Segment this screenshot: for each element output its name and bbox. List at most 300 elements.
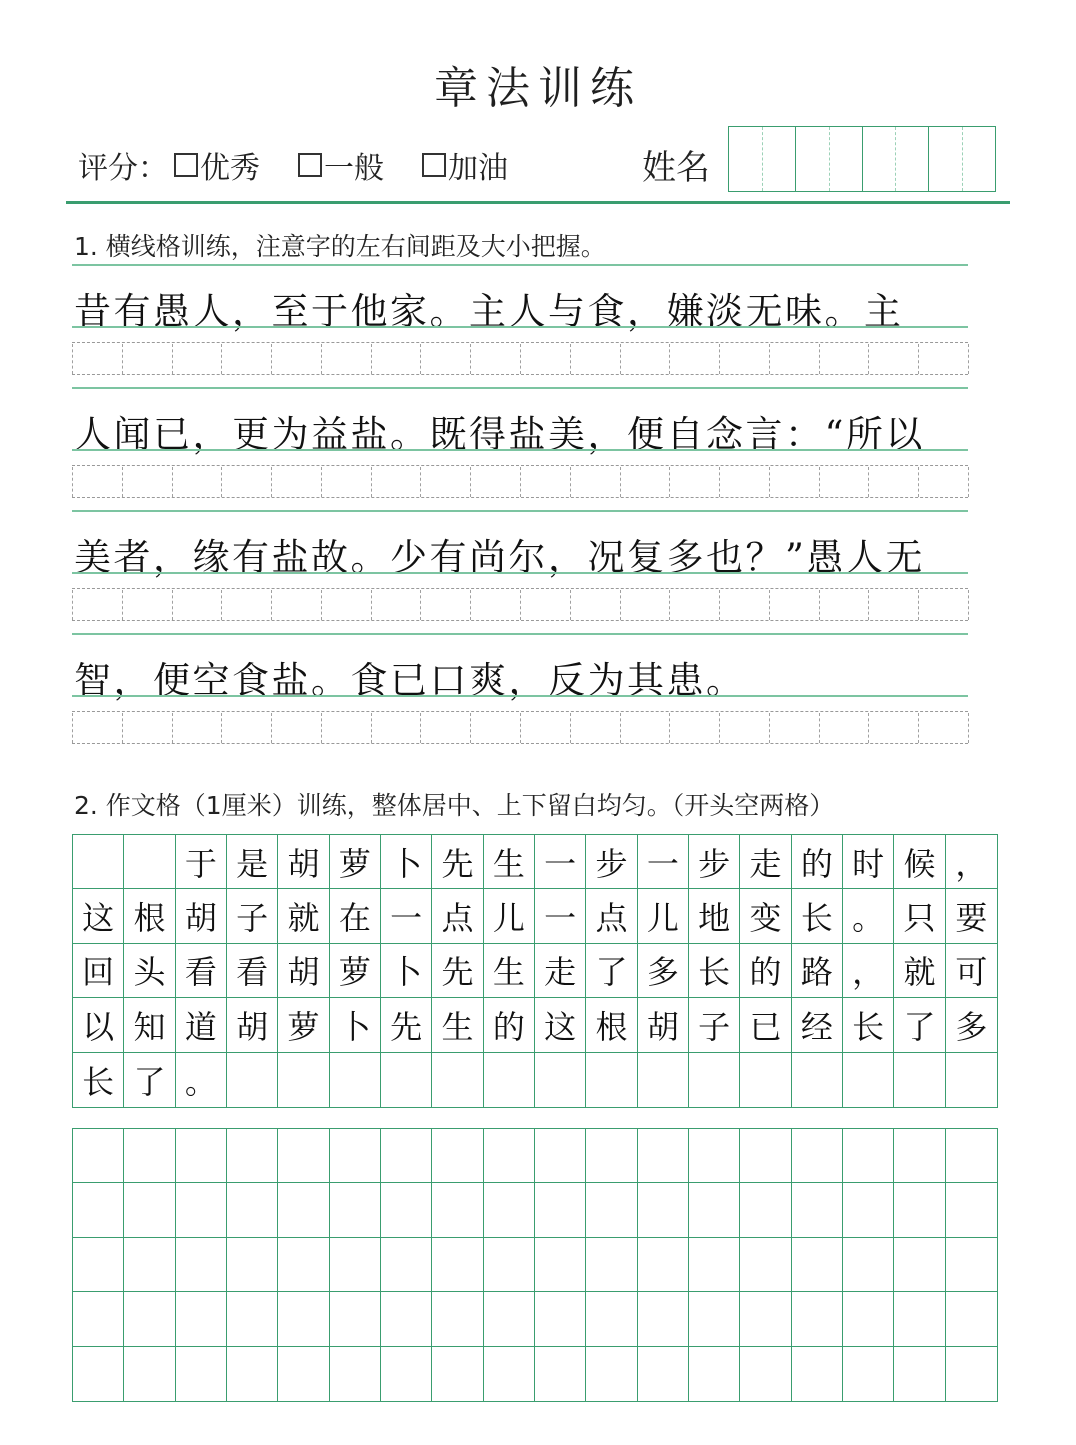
blank-grid-cell[interactable] bbox=[740, 1129, 791, 1183]
blank-grid-cell[interactable] bbox=[432, 1183, 483, 1237]
practice-tick bbox=[669, 713, 670, 743]
rating-option-average[interactable] bbox=[298, 143, 384, 187]
grid-cell bbox=[535, 1053, 586, 1107]
practice-tick bbox=[620, 344, 621, 374]
handwriting-line: 智，便空食盐。食已口爽，反为其患。 bbox=[74, 659, 746, 702]
practice-tick bbox=[570, 344, 571, 374]
blank-grid-cell[interactable] bbox=[176, 1238, 227, 1292]
blank-grid-cell[interactable] bbox=[381, 1292, 432, 1346]
grid-cell: 走 bbox=[535, 944, 586, 998]
blank-grid-cell[interactable] bbox=[484, 1183, 535, 1237]
practice-blank-row[interactable] bbox=[72, 344, 968, 374]
grid-cell: 胡 bbox=[278, 835, 329, 889]
practice-tick bbox=[620, 590, 621, 620]
practice-tick bbox=[271, 713, 272, 743]
practice-tick bbox=[719, 713, 720, 743]
grid-cell: 生 bbox=[432, 998, 483, 1052]
grid-cell: 了 bbox=[586, 944, 637, 998]
grid-cell: 在 bbox=[330, 889, 381, 943]
grid-cell: 卜 bbox=[381, 835, 432, 889]
name-cell[interactable] bbox=[863, 127, 930, 191]
practice-tick bbox=[570, 590, 571, 620]
blank-grid-cell[interactable] bbox=[638, 1347, 689, 1401]
writing-line-bottom bbox=[72, 572, 968, 574]
practice-tick bbox=[122, 344, 123, 374]
practice-line-top bbox=[72, 588, 968, 589]
name-cell[interactable] bbox=[729, 127, 796, 191]
grid-cell: 先 bbox=[381, 998, 432, 1052]
practice-tick bbox=[819, 344, 820, 374]
grid-cell bbox=[330, 1053, 381, 1107]
practice-tick bbox=[669, 344, 670, 374]
practice-tick bbox=[968, 344, 969, 374]
blank-grid-cell[interactable] bbox=[843, 1238, 894, 1292]
grid-cell: 。 bbox=[843, 889, 894, 943]
practice-tick bbox=[420, 590, 421, 620]
header-divider bbox=[66, 201, 1010, 204]
practice-tick bbox=[72, 713, 73, 743]
blank-grid-cell[interactable] bbox=[124, 1347, 175, 1401]
grid-cell: 的 bbox=[792, 835, 843, 889]
practice-tick bbox=[321, 467, 322, 497]
grid-cell: 经 bbox=[792, 998, 843, 1052]
blank-grid-cell[interactable] bbox=[894, 1347, 945, 1401]
grid-cell: 步 bbox=[586, 835, 637, 889]
practice-tick bbox=[769, 344, 770, 374]
grid-cell bbox=[484, 1053, 535, 1107]
writing-line-top bbox=[72, 387, 968, 389]
blank-grid-cell[interactable] bbox=[330, 1347, 381, 1401]
grid-cell bbox=[689, 1053, 740, 1107]
practice-tick bbox=[819, 467, 820, 497]
practice-line-top bbox=[72, 465, 968, 466]
practice-tick bbox=[271, 590, 272, 620]
practice-tick bbox=[122, 713, 123, 743]
practice-tick bbox=[371, 467, 372, 497]
grid-cell bbox=[278, 1053, 329, 1107]
blank-grid-cell[interactable] bbox=[535, 1238, 586, 1292]
grid-cell: 可 bbox=[946, 944, 997, 998]
grid-cell: 候 bbox=[894, 835, 945, 889]
practice-tick bbox=[321, 590, 322, 620]
blank-grid-cell[interactable] bbox=[73, 1292, 124, 1346]
grid-cell: 儿 bbox=[484, 889, 535, 943]
blank-grid-cell[interactable] bbox=[586, 1238, 637, 1292]
blank-grid-cell[interactable] bbox=[278, 1183, 329, 1237]
practice-tick bbox=[868, 467, 869, 497]
blank-grid-cell[interactable] bbox=[484, 1347, 535, 1401]
grid-cell: 一 bbox=[535, 835, 586, 889]
blank-grid-cell[interactable] bbox=[946, 1238, 997, 1292]
blank-grid-cell[interactable] bbox=[330, 1183, 381, 1237]
blank-grid-cell[interactable] bbox=[689, 1292, 740, 1346]
grid-cell: 于 bbox=[176, 835, 227, 889]
practice-line-bottom bbox=[72, 374, 968, 375]
grid-cell: 就 bbox=[278, 889, 329, 943]
practice-tick bbox=[122, 590, 123, 620]
practice-tick bbox=[520, 467, 521, 497]
grid-cell bbox=[792, 1053, 843, 1107]
practice-tick bbox=[620, 713, 621, 743]
practice-tick bbox=[221, 467, 222, 497]
blank-grid-cell[interactable] bbox=[278, 1292, 329, 1346]
blank-grid-cell[interactable] bbox=[176, 1292, 227, 1346]
practice-tick bbox=[918, 344, 919, 374]
blank-grid-cell[interactable] bbox=[73, 1238, 124, 1292]
blank-grid-cell[interactable] bbox=[227, 1129, 278, 1183]
practice-tick bbox=[769, 467, 770, 497]
practice-line-bottom bbox=[72, 743, 968, 744]
practice-tick bbox=[570, 713, 571, 743]
practice-tick bbox=[868, 590, 869, 620]
page-title: 章法训练 bbox=[434, 63, 642, 114]
blank-grid-cell[interactable] bbox=[843, 1129, 894, 1183]
blank-grid-cell[interactable] bbox=[638, 1183, 689, 1237]
grid-cell: 看 bbox=[176, 944, 227, 998]
blank-grid-cell[interactable] bbox=[535, 1183, 586, 1237]
rating-option-label: 优秀 bbox=[200, 151, 260, 186]
blank-grid-cell[interactable] bbox=[638, 1238, 689, 1292]
practice-tick bbox=[72, 467, 73, 497]
grid-cell: 萝 bbox=[330, 835, 381, 889]
blank-grid-cell[interactable] bbox=[792, 1347, 843, 1401]
grid-cell: 根 bbox=[586, 998, 637, 1052]
blank-grid-cell[interactable] bbox=[227, 1347, 278, 1401]
practice-line-bottom bbox=[72, 620, 968, 621]
blank-grid-cell[interactable] bbox=[689, 1129, 740, 1183]
blank-grid-cell[interactable] bbox=[484, 1238, 535, 1292]
blank-grid-cell[interactable] bbox=[432, 1347, 483, 1401]
practice-tick bbox=[819, 590, 820, 620]
practice-tick bbox=[371, 590, 372, 620]
practice-tick bbox=[221, 713, 222, 743]
blank-grid-cell[interactable] bbox=[432, 1292, 483, 1346]
grid-cell: 先 bbox=[432, 835, 483, 889]
blank-grid-cell[interactable] bbox=[689, 1183, 740, 1237]
blank-grid-cell[interactable] bbox=[740, 1238, 791, 1292]
blank-grid-cell[interactable] bbox=[638, 1129, 689, 1183]
blank-grid-cell[interactable] bbox=[946, 1183, 997, 1237]
grid-cell: 回 bbox=[73, 944, 124, 998]
grid-cell: 多 bbox=[638, 944, 689, 998]
grid-cell: 这 bbox=[535, 998, 586, 1052]
practice-tick bbox=[819, 713, 820, 743]
blank-grid-cell[interactable] bbox=[946, 1347, 997, 1401]
blank-grid-cell[interactable] bbox=[278, 1129, 329, 1183]
grid-cell: 只 bbox=[894, 889, 945, 943]
name-label: 姓名 bbox=[642, 148, 710, 188]
practice-tick bbox=[868, 713, 869, 743]
writing-line-top bbox=[72, 633, 968, 635]
practice-tick bbox=[918, 590, 919, 620]
practice-tick bbox=[172, 344, 173, 374]
writing-line-bottom bbox=[72, 449, 968, 451]
blank-grid-cell[interactable] bbox=[740, 1292, 791, 1346]
practice-blank-row[interactable] bbox=[72, 467, 968, 497]
practice-tick bbox=[371, 713, 372, 743]
blank-grid-cell[interactable] bbox=[227, 1292, 278, 1346]
grid-cell: 子 bbox=[227, 889, 278, 943]
grid-cell: 已 bbox=[740, 998, 791, 1052]
practice-tick bbox=[420, 467, 421, 497]
blank-grid-cell[interactable] bbox=[792, 1183, 843, 1237]
practice-tick bbox=[719, 344, 720, 374]
grid-cell: 地 bbox=[689, 889, 740, 943]
grid-cell: 头 bbox=[124, 944, 175, 998]
grid-cell: 变 bbox=[740, 889, 791, 943]
section2-heading: 2. 作文格（1厘米）训练，整体居中、上下留白均匀。（开头空两格） bbox=[74, 791, 835, 820]
blank-grid-cell[interactable] bbox=[278, 1347, 329, 1401]
composition-grid-blank[interactable] bbox=[72, 1128, 998, 1402]
grid-cell bbox=[740, 1053, 791, 1107]
blank-grid-cell[interactable] bbox=[124, 1129, 175, 1183]
blank-grid-cell[interactable] bbox=[894, 1183, 945, 1237]
blank-grid-cell[interactable] bbox=[124, 1183, 175, 1237]
grid-cell bbox=[946, 1053, 997, 1107]
handwriting-line: 昔有愚人，至于他家。主人与食，嫌淡无味。主 bbox=[74, 290, 904, 333]
practice-tick bbox=[968, 467, 969, 497]
grid-cell: 一 bbox=[638, 835, 689, 889]
practice-tick bbox=[968, 590, 969, 620]
practice-tick bbox=[221, 590, 222, 620]
practice-tick bbox=[520, 713, 521, 743]
grid-cell bbox=[843, 1053, 894, 1107]
blank-grid-cell[interactable] bbox=[586, 1347, 637, 1401]
grid-cell: 一 bbox=[381, 889, 432, 943]
grid-cell: 长 bbox=[792, 889, 843, 943]
blank-grid-cell[interactable] bbox=[586, 1129, 637, 1183]
practice-tick bbox=[719, 467, 720, 497]
grid-cell: 的 bbox=[484, 998, 535, 1052]
grid-cell: 步 bbox=[689, 835, 740, 889]
blank-grid-cell[interactable] bbox=[124, 1292, 175, 1346]
grid-cell: 路 bbox=[792, 944, 843, 998]
blank-grid-cell[interactable] bbox=[330, 1238, 381, 1292]
blank-grid-cell[interactable] bbox=[381, 1183, 432, 1237]
grid-cell: ， bbox=[946, 835, 997, 889]
practice-tick bbox=[470, 467, 471, 497]
blank-grid-cell[interactable] bbox=[689, 1347, 740, 1401]
blank-grid-cell[interactable] bbox=[535, 1129, 586, 1183]
blank-grid-cell[interactable] bbox=[381, 1347, 432, 1401]
grid-cell: 长 bbox=[689, 944, 740, 998]
writing-line-top bbox=[72, 510, 968, 512]
practice-tick bbox=[470, 344, 471, 374]
practice-tick bbox=[172, 590, 173, 620]
practice-tick bbox=[72, 344, 73, 374]
practice-tick bbox=[769, 590, 770, 620]
grid-cell bbox=[124, 835, 175, 889]
grid-cell: 多 bbox=[946, 998, 997, 1052]
grid-cell: 要 bbox=[946, 889, 997, 943]
practice-tick bbox=[620, 467, 621, 497]
practice-blank-row[interactable] bbox=[72, 590, 968, 620]
blank-grid-cell[interactable] bbox=[381, 1129, 432, 1183]
grid-cell: 道 bbox=[176, 998, 227, 1052]
grid-cell: 萝 bbox=[330, 944, 381, 998]
blank-grid-cell[interactable] bbox=[843, 1347, 894, 1401]
practice-tick bbox=[918, 467, 919, 497]
blank-grid-cell[interactable] bbox=[73, 1347, 124, 1401]
checkbox-average[interactable] bbox=[298, 153, 322, 177]
checkbox-keep-going[interactable] bbox=[422, 153, 446, 177]
blank-grid-cell[interactable] bbox=[946, 1292, 997, 1346]
grid-cell bbox=[227, 1053, 278, 1107]
practice-tick bbox=[321, 344, 322, 374]
blank-grid-cell[interactable] bbox=[843, 1183, 894, 1237]
blank-grid-cell[interactable] bbox=[330, 1292, 381, 1346]
rating-row bbox=[78, 140, 546, 190]
blank-grid-cell[interactable] bbox=[740, 1183, 791, 1237]
practice-tick bbox=[321, 713, 322, 743]
blank-grid-cell[interactable] bbox=[638, 1292, 689, 1346]
grid-cell: 长 bbox=[73, 1053, 124, 1107]
blank-grid-cell[interactable] bbox=[176, 1129, 227, 1183]
grid-cell: 一 bbox=[535, 889, 586, 943]
name-input-grid[interactable] bbox=[728, 126, 996, 192]
grid-cell: 了 bbox=[894, 998, 945, 1052]
blank-grid-cell[interactable] bbox=[689, 1238, 740, 1292]
grid-cell bbox=[432, 1053, 483, 1107]
practice-tick bbox=[221, 344, 222, 374]
blank-grid-cell[interactable] bbox=[792, 1292, 843, 1346]
grid-cell: 萝 bbox=[278, 998, 329, 1052]
blank-grid-cell[interactable] bbox=[432, 1129, 483, 1183]
grid-cell: 点 bbox=[586, 889, 637, 943]
handwriting-line: 美者，缘有盐故。少有尚尔，况复多也？”愚人无 bbox=[74, 536, 925, 579]
grid-cell: 走 bbox=[740, 835, 791, 889]
blank-grid-cell[interactable] bbox=[894, 1292, 945, 1346]
practice-tick bbox=[769, 713, 770, 743]
blank-grid-cell[interactable] bbox=[740, 1347, 791, 1401]
blank-grid-cell[interactable] bbox=[227, 1183, 278, 1237]
practice-tick bbox=[420, 344, 421, 374]
rating-option-keep-going[interactable] bbox=[422, 143, 508, 187]
grid-cell: 是 bbox=[227, 835, 278, 889]
checkbox-excellent[interactable] bbox=[174, 153, 198, 177]
grid-cell: 以 bbox=[73, 998, 124, 1052]
grid-cell: 点 bbox=[432, 889, 483, 943]
grid-cell: 生 bbox=[484, 944, 535, 998]
grid-cell bbox=[586, 1053, 637, 1107]
grid-cell: 根 bbox=[124, 889, 175, 943]
blank-grid-cell[interactable] bbox=[484, 1129, 535, 1183]
grid-cell: 胡 bbox=[227, 998, 278, 1052]
grid-cell bbox=[894, 1053, 945, 1107]
practice-tick bbox=[420, 713, 421, 743]
practice-tick bbox=[122, 467, 123, 497]
grid-cell: 卜 bbox=[330, 998, 381, 1052]
grid-cell: 。 bbox=[176, 1053, 227, 1107]
grid-cell: 长 bbox=[843, 998, 894, 1052]
blank-grid-cell[interactable] bbox=[535, 1292, 586, 1346]
blank-grid-cell[interactable] bbox=[535, 1347, 586, 1401]
blank-grid-cell[interactable] bbox=[432, 1238, 483, 1292]
rating-option-label: 一般 bbox=[324, 151, 384, 186]
blank-grid-cell[interactable] bbox=[484, 1292, 535, 1346]
practice-tick bbox=[520, 344, 521, 374]
grid-cell: 子 bbox=[689, 998, 740, 1052]
practice-tick bbox=[172, 713, 173, 743]
writing-line-bottom bbox=[72, 695, 968, 697]
grid-cell: 就 bbox=[894, 944, 945, 998]
blank-grid-cell[interactable] bbox=[176, 1347, 227, 1401]
blank-grid-cell[interactable] bbox=[792, 1129, 843, 1183]
blank-grid-cell[interactable] bbox=[894, 1238, 945, 1292]
practice-tick bbox=[172, 467, 173, 497]
blank-grid-cell[interactable] bbox=[330, 1129, 381, 1183]
practice-tick bbox=[719, 590, 720, 620]
practice-tick bbox=[918, 713, 919, 743]
name-cell[interactable] bbox=[796, 127, 863, 191]
grid-cell: 胡 bbox=[278, 944, 329, 998]
grid-cell: 儿 bbox=[638, 889, 689, 943]
grid-cell: 胡 bbox=[176, 889, 227, 943]
blank-grid-cell[interactable] bbox=[124, 1238, 175, 1292]
composition-grid-filled bbox=[72, 834, 998, 1108]
blank-grid-cell[interactable] bbox=[73, 1183, 124, 1237]
blank-grid-cell[interactable] bbox=[278, 1238, 329, 1292]
grid-cell: 先 bbox=[432, 944, 483, 998]
practice-tick bbox=[72, 590, 73, 620]
practice-tick bbox=[520, 590, 521, 620]
grid-cell: 这 bbox=[73, 889, 124, 943]
grid-cell: 生 bbox=[484, 835, 535, 889]
blank-grid-cell[interactable] bbox=[176, 1183, 227, 1237]
practice-tick bbox=[570, 467, 571, 497]
name-cell[interactable] bbox=[929, 127, 995, 191]
handwriting-line: 人闻已，更为益盐。既得盐美，便自念言：“所以 bbox=[74, 413, 925, 456]
grid-cell bbox=[73, 835, 124, 889]
blank-grid-cell[interactable] bbox=[792, 1238, 843, 1292]
grid-cell: ， bbox=[843, 944, 894, 998]
grid-cell: 的 bbox=[740, 944, 791, 998]
grid-cell: 时 bbox=[843, 835, 894, 889]
practice-tick bbox=[968, 713, 969, 743]
writing-line-bottom bbox=[72, 326, 968, 328]
blank-grid-cell[interactable] bbox=[381, 1238, 432, 1292]
grid-cell bbox=[638, 1053, 689, 1107]
practice-blank-row[interactable] bbox=[72, 713, 968, 743]
practice-tick bbox=[271, 467, 272, 497]
blank-grid-cell[interactable] bbox=[73, 1129, 124, 1183]
practice-tick bbox=[271, 344, 272, 374]
grid-cell: 了 bbox=[124, 1053, 175, 1107]
rating-option-excellent[interactable] bbox=[174, 143, 260, 187]
practice-line-top bbox=[72, 711, 968, 712]
practice-line-top bbox=[72, 342, 968, 343]
blank-grid-cell[interactable] bbox=[843, 1292, 894, 1346]
rating-label: 评分： bbox=[78, 151, 168, 186]
practice-line-bottom bbox=[72, 497, 968, 498]
writing-line-top bbox=[72, 264, 968, 266]
practice-tick bbox=[669, 590, 670, 620]
grid-cell bbox=[381, 1053, 432, 1107]
grid-cell: 胡 bbox=[638, 998, 689, 1052]
blank-grid-cell[interactable] bbox=[227, 1238, 278, 1292]
rating-option-label: 加油 bbox=[448, 151, 508, 186]
practice-tick bbox=[868, 344, 869, 374]
grid-cell: 知 bbox=[124, 998, 175, 1052]
blank-grid-cell[interactable] bbox=[586, 1292, 637, 1346]
blank-grid-cell[interactable] bbox=[586, 1183, 637, 1237]
blank-grid-cell[interactable] bbox=[946, 1129, 997, 1183]
practice-tick bbox=[669, 467, 670, 497]
practice-tick bbox=[371, 344, 372, 374]
practice-tick bbox=[470, 713, 471, 743]
grid-cell: 看 bbox=[227, 944, 278, 998]
blank-grid-cell[interactable] bbox=[894, 1129, 945, 1183]
